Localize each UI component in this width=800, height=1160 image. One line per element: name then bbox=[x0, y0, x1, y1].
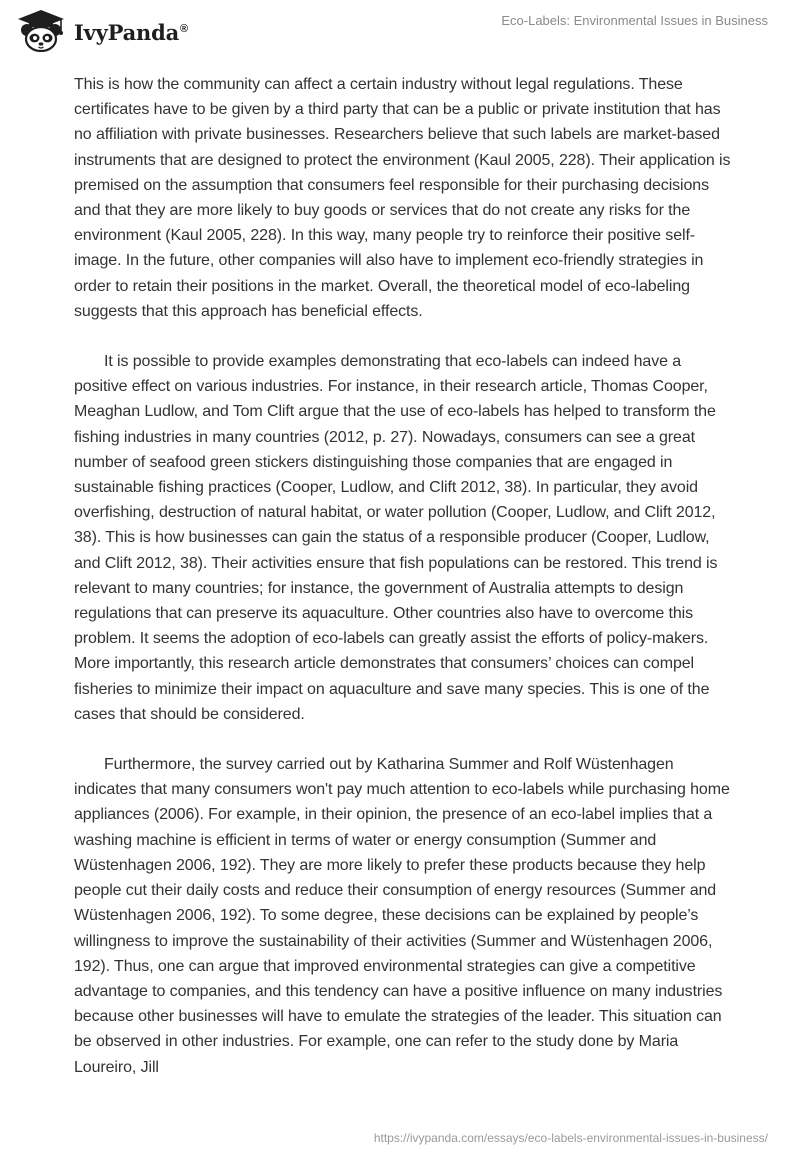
brand-name: IvyPanda® bbox=[74, 19, 188, 45]
document-title: Eco-Labels: Environmental Issues in Business bbox=[501, 13, 768, 28]
essay-paragraph: This is how the community can affect a certain industry without legal regulations. These certificates have to be given by a third party that can be a public or private institution that has no affiliation with private businesses. Researchers believe that such labels are market-based instruments that are designed to protect the environment (Kaul 2005, 228). Their application is premised on the assumption that consumers feel responsible for their purchasing decisions and that they are more likely to buy goods or services that do not create any risks for the environment (Kaul 2005, 228). In this way, many people try to reinforce their positive self-image. In the future, other companies will also have to implement eco-friendly strategies in order to retain their positions in the market. Overall, the theoretical model of eco-labeling suggests that this approach has beneficial effects. bbox=[74, 76, 731, 320]
page-header bbox=[0, 0, 800, 64]
panda-graduate-icon bbox=[14, 8, 68, 52]
ivypanda-logo[interactable] bbox=[14, 8, 188, 52]
essay-paragraph: Furthermore, the survey carried out by Katharina Summer and Rolf Wüstenhagen indicates that many consumers won't pay much attention to eco-labels while purchasing home appliances (2006). For example, in their opinion, the presence of an eco-label implies that a washing machine is efficient in terms of water or energy consumption (Summer and Wüstenhagen 2006, 192). They are more likely to prefer these products because they help people cut their daily costs and reduce their consumption of energy resources (Summer and Wüstenhagen 2006, 192). To some degree, these decisions can be explained by people’s willingness to improve the sustainability of their activities (Summer and Wüstenhagen 2006, 192). Thus, one can argue that improved environmental strategies can give a competitive advantage to companies, and this tendency can have a positive influence on many industries because other businesses will have to emulate the strategies of the leader. This situation can be observed in other industries. For example, one can refer to the study done by Maria Loureiro, Jill bbox=[74, 756, 730, 1076]
essay-body bbox=[74, 72, 734, 1105]
source-url[interactable]: https://ivypanda.com/essays/eco-labels-environmental-issues-in-business/ bbox=[373, 1131, 768, 1145]
essay-paragraph: It is possible to provide examples demonstrating that eco-labels can indeed have a positive effect on various industries. For instance, in their research article, Thomas Cooper, Meaghan Ludlow, and Tom Clift argue that the use of eco-labels has helped to transform the fishing industries in many countries (2012, p. 27). Nowadays, consumers can see a great number of seafood green stickers distinguishing those companies that are engaged in sustainable fishing practices (Cooper, Ludlow, and Clift 2012, 38). In particular, they avoid overfishing, destruction of natural habitat, or water pollution (Cooper, Ludlow, and Clift 2012, 38). This is how businesses can gain the status of a responsible producer (Cooper, Ludlow, and Clift 2012, 38). Their activities ensure that fish populations can be restored. This trend is relevant to many countries; for instance, the government of Australia attempts to design regulations that can preserve its aquaculture. Other countries also have to overcome this problem. It seems the adoption of eco-labels can greatly assist the efforts of policy-makers. More importantly, this research article demonstrates that consumers’ choices can compel fisheries to minimize their impact on aquaculture and save many species. This is one of the cases that should be considered. bbox=[74, 353, 718, 723]
registered-mark: ® bbox=[180, 22, 188, 35]
